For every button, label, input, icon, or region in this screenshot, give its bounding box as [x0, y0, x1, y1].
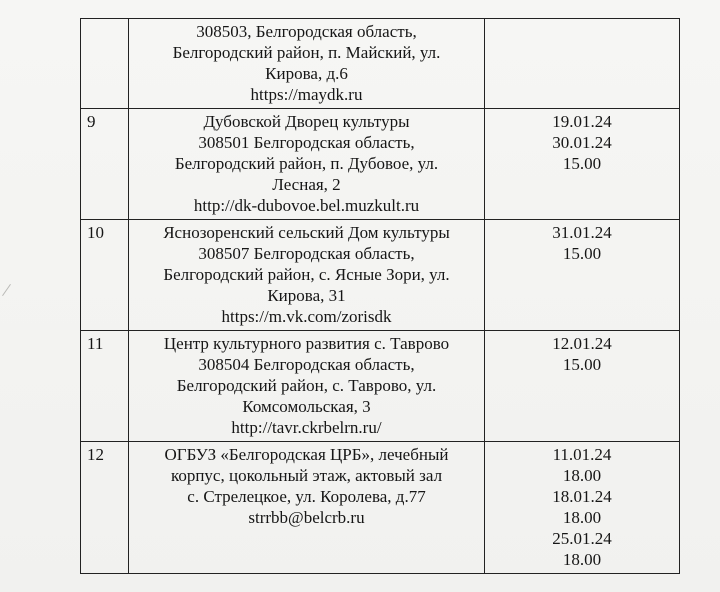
venue-line: Комсомольская, 3	[242, 397, 371, 416]
scan-artifact	[2, 284, 11, 296]
venue-line: Центр культурного развития с. Таврово	[163, 334, 450, 353]
table-row	[81, 220, 680, 331]
row-number: 10	[87, 223, 104, 242]
date-time-line: 18.00	[562, 466, 602, 485]
date-time-line: 19.01.24	[552, 112, 612, 131]
venue-line: http://dk-dubovoe.bel.muzkult.ru	[193, 196, 420, 215]
venue-line: https://maydk.ru	[250, 85, 363, 104]
venue-line: 308504 Белгородская область,	[198, 355, 415, 374]
table-row	[81, 442, 680, 574]
date-time-line: 12.01.24	[552, 334, 612, 353]
venue-cell	[129, 19, 485, 109]
venue-line: 308507 Белгородская область,	[198, 244, 415, 263]
venue-line: корпус, цокольный этаж, актовый зал	[170, 466, 443, 485]
date-time-line: 30.01.24	[552, 133, 612, 152]
row-number-cell	[81, 442, 129, 574]
venue-cell	[129, 109, 485, 220]
venue-cell	[129, 220, 485, 331]
date-time-line: 18.00	[562, 550, 602, 569]
events-table-body	[81, 19, 680, 574]
venue-line: Белгородский район, п. Майский, ул.	[172, 43, 441, 62]
venue-line: https://m.vk.com/zorisdk	[221, 307, 392, 326]
venue-line: ОГБУЗ «Белгородская ЦРБ», лечебный	[164, 445, 449, 464]
date-time-cell	[485, 442, 680, 574]
date-time-cell	[485, 331, 680, 442]
venue-line: Лесная, 2	[272, 175, 341, 194]
row-number-cell	[81, 109, 129, 220]
venue-line: 308503, Белгородская область,	[196, 22, 417, 41]
date-time-cell	[485, 220, 680, 331]
row-number: 11	[87, 334, 104, 353]
venue-line: Белгородский район, с. Таврово, ул.	[176, 376, 437, 395]
date-time-cell	[485, 19, 680, 109]
venue-line: strrbb@belcrb.ru	[248, 508, 365, 527]
row-number: 9	[87, 112, 96, 131]
venue-line: http://tavr.ckrbelrn.ru/	[231, 418, 382, 437]
date-time-line: 25.01.24	[552, 529, 612, 548]
table-row	[81, 331, 680, 442]
venue-line: Кирова, 31	[267, 286, 346, 305]
date-time-line: 15.00	[562, 154, 602, 173]
venue-line: Белгородский район, п. Дубовое, ул.	[174, 154, 439, 173]
venue-line: 308501 Белгородская область,	[198, 133, 415, 152]
venue-cell	[129, 331, 485, 442]
venue-line: с. Стрелецкое, ул. Королева, д.77	[187, 487, 426, 506]
row-number-cell	[81, 19, 129, 109]
row-number-cell	[81, 220, 129, 331]
date-time-line: 15.00	[562, 244, 602, 263]
table-row	[81, 19, 680, 109]
venue-line: Белгородский район, с. Ясные Зори, ул.	[163, 265, 450, 284]
row-number-cell	[81, 331, 129, 442]
date-time-line: 18.00	[562, 508, 602, 527]
date-time-line: 11.01.24	[552, 445, 612, 464]
venue-cell	[129, 442, 485, 574]
venue-line: Яснозоренский сельский Дом культуры	[163, 223, 450, 242]
row-number: 12	[87, 445, 104, 464]
date-time-line: 15.00	[562, 355, 602, 374]
venue-line: Кирова, д.6	[265, 64, 348, 83]
date-time-cell	[485, 109, 680, 220]
venue-line: Дубовской Дворец культуры	[203, 112, 410, 131]
date-time-line: 18.01.24	[552, 487, 612, 506]
table-row	[81, 109, 680, 220]
events-table	[80, 18, 680, 574]
date-time-line: 31.01.24	[552, 223, 612, 242]
